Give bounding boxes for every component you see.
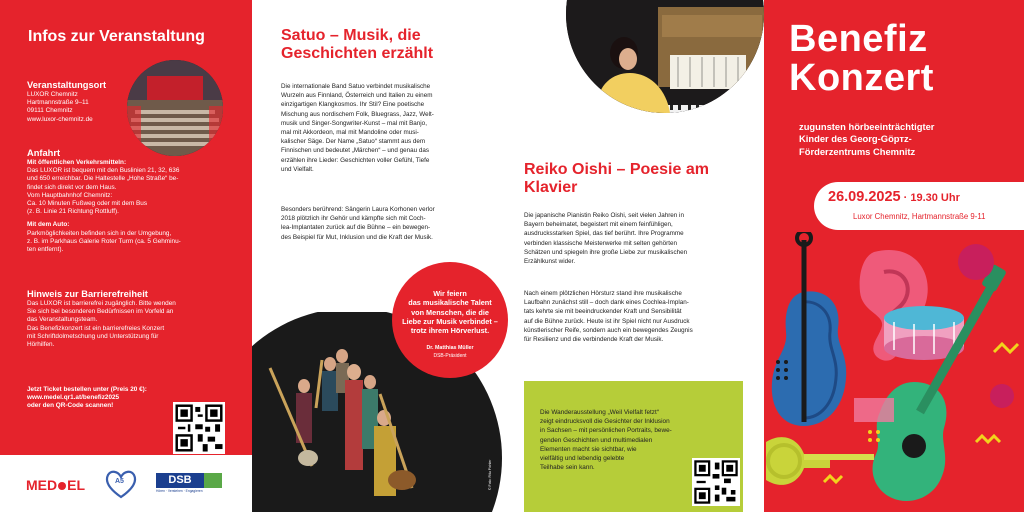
quote-role: DSB-Präsident — [433, 353, 467, 359]
satuo-para1: Die internationale Band Satuo verbindet musikalische Wurzeln aus Finnland, Österreich und Italien zu einem einzigartigen Klangkosmos. Ihr Stil? Eine poetische Mischung aus nordischem Folk, Bluegrass, Jazz, Welt- musik und Singer-Songwriter-Kunst – mal mit Banjo, mal mit Akkordeon, mal mit Mandoline oder musi- kalischer Säge. Der Name „Satuo“ stammt aus dem Finnischen und bedeutet „Märchen“ – und genau das erzählen ihre Lieder: Geschichten voller Gefühl, Tiefe und Vielfalt. — [281, 83, 434, 173]
car-heading: Mit dem Auto: — [27, 221, 70, 229]
venue-line: Hartmannstraße 9–11 — [27, 99, 89, 107]
medel-logo: MED EL — [26, 477, 86, 493]
access-line: Das Benefizkonzert ist ein barrierefreies Konzert — [27, 324, 165, 332]
reiko-panel — [514, 0, 764, 512]
exhibition-qr-code[interactable] — [692, 458, 740, 506]
reiko-title: Reiko Oishi – Poesie am Klavier — [524, 161, 709, 196]
logo-strip — [0, 455, 252, 512]
cover-panel — [764, 0, 1024, 512]
accessibility-heading: Hinweis zur Barrierefreiheit — [27, 289, 148, 299]
reiko-para2: Nach einem plötzlichen Hörsturz stand ihre musikalische Laufbahn zunächst still – doch dank eines Cochlea-Implan- tats kehrte sie mit beeindruckender Kraft und Sensibilität auf die Bühne zurück. Heute ist ihr Spiel nicht nur Ausdruck künstlerischer Reife, sondern auch ein bewegendes Zeugnis für Resilienz und die verbindende Kraft der Musik. — [524, 290, 693, 344]
heart-logo: A5 — [104, 469, 138, 499]
info-title: Infos zur Veranstaltung — [28, 28, 205, 45]
access-line: Das LUXOR ist barrierefrei zugänglich. Bitte wenden — [27, 300, 176, 307]
car-line: ten entfernt). — [27, 246, 64, 254]
qr-code-icon — [173, 402, 225, 454]
exhibition-text: Die Wanderausstellung „Weil Vielfalt fetzt“ zeigt eindrucksvoll die Gesichter der Inklusion in Sachsen – mit persönlichen Portraits, bewe- genden Geschichten und multimedialen Elementen macht sie sichtbar, wie vielfältig und lebendig gelebte Teilhabe sein kann. — [540, 409, 672, 472]
pianist-photo — [566, 0, 764, 113]
venue-line: LUXOR Chemnitz — [27, 91, 78, 98]
info-panel — [0, 0, 252, 512]
satuo-title: Satuo – Musik, die Geschichten erzählt — [281, 27, 434, 62]
instruments-illustration — [764, 232, 1024, 512]
title-line2: Konzert — [789, 57, 934, 99]
music-instruments-icon — [764, 232, 1024, 512]
public-line: Vom Hauptbahnhof Chemnitz: — [27, 191, 113, 199]
event-location: Luxor Chemnitz, Hartmannstraße 9-11 — [853, 212, 986, 221]
event-time: · 19.30 Uhr — [900, 192, 960, 204]
access-line: Hörhilfen. — [27, 341, 55, 349]
public-line: findet sich direkt vor dem Haus. — [27, 183, 117, 191]
quote-text: Wir feiern das musikalische Talent von Menschen, die die Liebe zur Musik verbindet – trotz ihrem Hörverlust. — [402, 289, 498, 336]
public-transport-heading: Mit öffentlichen Verkehrsmitteln: — [27, 159, 127, 166]
title-line1: Benefiz — [789, 18, 928, 60]
satuo-panel — [252, 0, 514, 512]
access-line: mit Schriftdolmetschung und Unterstützung für — [27, 332, 159, 340]
qr-code-icon — [692, 458, 740, 506]
access-line: das Veranstaltungsteam. — [27, 316, 98, 324]
venue-website-link[interactable]: www.luxor-chemnitz.de — [27, 115, 93, 123]
venue-heading: Veranstaltungsort — [27, 80, 107, 90]
arrival-heading: Anfahrt — [27, 148, 61, 158]
ticket-link[interactable]: www.medel.qr1.at/benefiz2025 — [27, 394, 120, 402]
public-line: (z. B. Linie 21 Richtung Rottluff). — [27, 208, 119, 216]
date-box — [814, 182, 1024, 230]
accessibility-section — [27, 289, 223, 349]
exhibition-box — [524, 381, 743, 512]
satuo-para2: Besonders berührend: Sängerin Laura Korhonen verlor 2018 plötzlich ihr Gehör und kämpfte sich mit Coch- lea-Implantaten zurück auf die Bühne – ein bewegen- des Beispiel für Mut, Inklusion und die Kraft der Musik. — [281, 206, 435, 241]
car-line: Parkmöglichkeiten befinden sich in der Umgebung, — [27, 229, 172, 237]
quote-bubble — [392, 262, 508, 378]
ticket-qr-code[interactable] — [173, 402, 225, 454]
venue-line: 09111 Chemnitz — [27, 107, 73, 115]
photo-credit: © Foto: Ritu Pichler — [488, 459, 492, 490]
cover-subtitle: zugunsten hörbeeinträchtigter Kinder des Georg-Göртz- Förderzentrums Chemnitz — [799, 121, 935, 157]
event-date: 26.09.2025 · 19.30 Uhr — [828, 189, 960, 205]
ticket-section — [27, 386, 177, 411]
public-line: Das LUXOR ist bequem mit den Buslinien 21, 32, 636 — [27, 167, 180, 175]
public-line: und 650 erreichbar. Die Haltestelle „Hohe Straße“ be- — [27, 175, 179, 183]
car-line: z. B. im Parkhaus Galerie Roter Turm (ca. 5 Gehminu- — [27, 237, 181, 245]
reiko-para1: Die japanische Pianistin Reiko Oishi, seit vielen Jahren in Bayern beheimatet, begeistert mit einem feinfühligen, ausdrucksstarken Spiel, das tief berührt. Ihre Programme verbinden klassische Meisterwerke mit selten gehörten Schätzen und spiegeln ihre große Liebe zur musikalischen Erzählkunst wider. — [524, 212, 688, 266]
cover-title — [789, 20, 934, 98]
quote-author: Dr. Matthias Müller — [426, 345, 474, 351]
public-line: Ca. 10 Minuten Fußweg oder mit dem Bus — [27, 200, 148, 208]
access-line: Sie sich bei besonderen Bedürfnissen im Vorfeld an — [27, 308, 174, 316]
venue-section — [27, 80, 223, 124]
ticket-line: Jetzt Ticket bestellen unter (Preis 20 €): — [27, 386, 147, 393]
arrival-section — [27, 148, 223, 254]
dsb-logo: DSB Hören · Verstehen · Engagieren — [156, 473, 222, 495]
pianist-image — [566, 0, 764, 113]
ticket-line: oder den QR-Code scannen! — [27, 402, 114, 410]
